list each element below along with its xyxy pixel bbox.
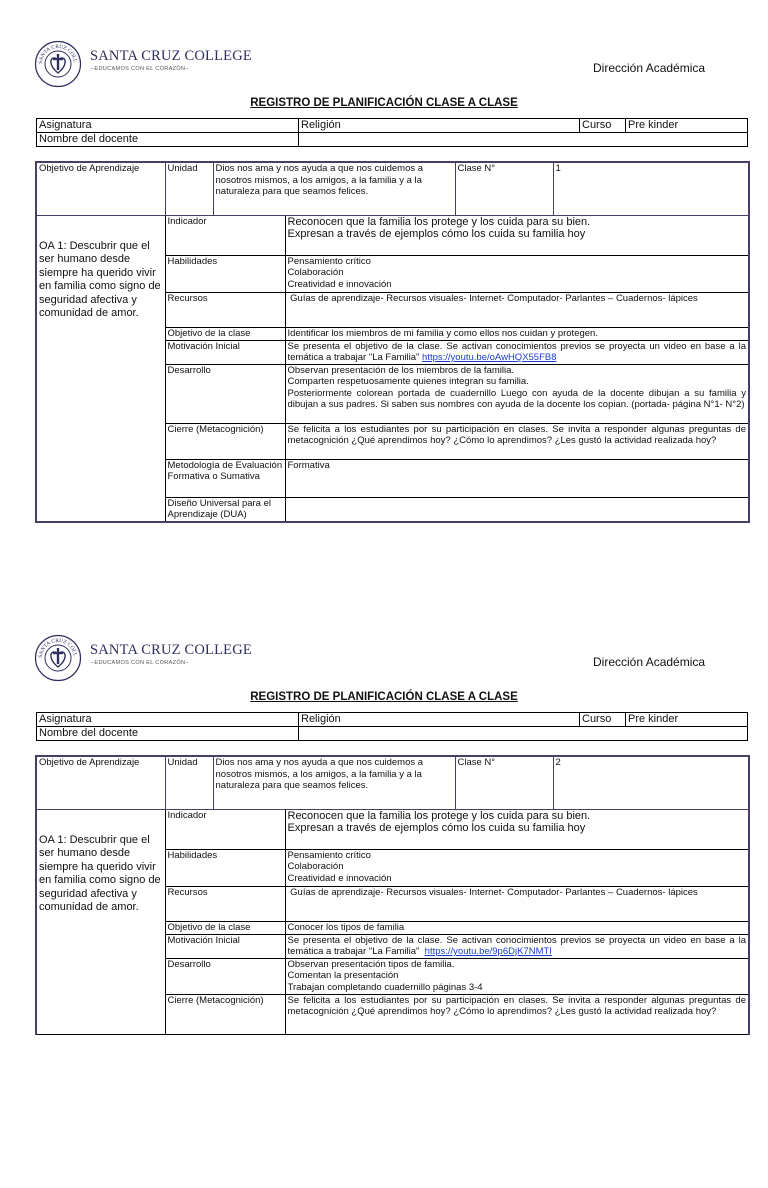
indicador-label: Indicador	[165, 215, 285, 255]
clase-n-value: 1	[553, 162, 749, 215]
motivacion-value	[285, 934, 749, 958]
dua-value	[285, 497, 749, 522]
document-title: REGISTRO DE PLANIFICACIÓN CLASE A CLASE	[250, 97, 518, 109]
desarrollo-line: Comentan la presentación	[287, 970, 399, 981]
recursos-value: Guías de aprendizaje- Recursos visuales- Internet- Computador- Parlantes – Cuadernos- lápices	[285, 886, 749, 921]
planning-table	[35, 161, 750, 523]
curso-label: Curso	[580, 119, 626, 133]
cierre-label: Cierre (Metacognición)	[165, 994, 285, 1034]
indicador-line: Expresan a través de ejemplos cómo los cuida su familia hoy	[287, 228, 586, 240]
recursos-label: Recursos	[165, 886, 285, 921]
unidad-label: Unidad	[165, 162, 213, 215]
college-tagline: –EDUCAMOS CON EL CORAZÓN–	[91, 660, 189, 666]
docente-label: Nombre del docente	[37, 727, 299, 741]
habilidad-item: Pensamiento crítico	[287, 255, 371, 267]
video-link[interactable]: https://youtu.be/9p6DjK7NMTI	[424, 946, 552, 957]
cierre-value: Se felicita a los estudiantes por su participación en clases. Se invita a responder algunas preguntas de metacognición ¿Qué aprendimos hoy? ¿Cómo lo aprendimos? ¿Les gustó la actividad realizada hoy?	[285, 423, 749, 459]
desarrollo-line: Observan presentación tipos de familia.	[287, 958, 455, 970]
desarrollo-label: Desarrollo	[165, 958, 285, 994]
desarrollo-line: Observan presentación de los miembros de la familia.	[287, 364, 515, 376]
habilidades-label: Habilidades	[165, 255, 285, 292]
clase-n-label: Clase N°	[455, 756, 553, 809]
indicador-line: Reconocen que la familia los protege y los cuida para su bien.	[287, 215, 591, 228]
cierre-label: Cierre (Metacognición)	[165, 423, 285, 459]
college-tagline: –EDUCAMOS CON EL CORAZÓN–	[91, 66, 189, 72]
objetivo-label: Objetivo de Aprendizaje	[36, 162, 165, 215]
objetivo-clase-value: Identificar los miembros de mi familia y como ellos nos cuidan y protegen.	[285, 327, 749, 340]
docente-value	[299, 727, 748, 741]
oa-text: OA 1: Descubrir que el ser humano desde siempre ha querido vivir en familia como signo de seguridad afectiva y comunidad de amor.	[36, 215, 165, 522]
curso-value: Pre kinder	[626, 713, 748, 727]
asignatura-value: Religión	[299, 713, 580, 727]
metodologia-value: Formativa	[285, 459, 749, 497]
desarrollo-value	[285, 364, 749, 423]
docente-label: Nombre del docente	[37, 133, 299, 147]
planning-table	[35, 755, 750, 1035]
objetivo-clase-label: Objetivo de la clase	[165, 921, 285, 934]
metodologia-label: Metodología de Evaluación Formativa o Sumativa	[165, 459, 285, 497]
college-logo	[34, 634, 252, 676]
unidad-text: Dios nos ama y nos ayuda a que nos cuidemos a nosotros mismos, a los amigos, a la familia y a la naturaleza para que seamos felices.	[213, 756, 455, 809]
docente-value	[299, 133, 748, 147]
desarrollo-line: Comparten respetuosamente quienes integran su familia.	[287, 376, 529, 387]
motivacion-value	[285, 340, 749, 364]
desarrollo-line: Posteriormente colorean portada de cuadernillo Luego con ayuda de la docente dibujan a su familia y dibujan a sus padres. Si saben sus nombres con ayuda de la docente los copian. (portada- página N°1- N°2)	[287, 387, 746, 410]
seal-text: SANTA CRUZ COLL	[37, 43, 78, 65]
oa-text: OA 1: Descubrir que el ser humano desde siempre ha querido vivir en familia como signo de seguridad afectiva y comunidad de amor.	[36, 809, 165, 1034]
curso-value: Pre kinder	[626, 119, 748, 133]
document-title: REGISTRO DE PLANIFICACIÓN CLASE A CLASE	[250, 691, 518, 703]
cierre-value: Se felicita a los estudiantes por su participación en clases. Se invita a responder algunas preguntas de metacognición ¿Qué aprendimos hoy? ¿Cómo lo aprendimos? ¿Les gustó la actividad realizada hoy?	[285, 994, 749, 1034]
habilidad-item: Creatividad e innovación	[287, 872, 392, 884]
habilidad-item: Pensamiento crítico	[287, 849, 371, 861]
objetivo-clase-value: Conocer los tipos de familia	[285, 921, 749, 934]
clase-n-label: Clase N°	[455, 162, 553, 215]
unidad-label: Unidad	[165, 756, 213, 809]
desarrollo-line: Trabajan completando cuadernillo páginas 3-4	[287, 981, 483, 993]
planning-page-2	[0, 594, 768, 1188]
svg-text:SANTA CRUZ COLLEGE	[34, 634, 78, 658]
asignatura-label: Asignatura	[37, 119, 299, 133]
seal-text: SANTA CRUZ COLL	[37, 637, 78, 659]
direccion-academica: Dirección Académica	[593, 655, 706, 669]
habilidad-item: Creatividad e innovación	[287, 278, 392, 290]
habilidad-item: Colaboración	[287, 861, 344, 872]
college-seal-icon	[34, 634, 82, 682]
indicador-line: Expresan a través de ejemplos cómo los cuida su familia hoy	[287, 822, 586, 834]
objetivo-clase-label: Objetivo de la clase	[165, 327, 285, 340]
college-seal-icon	[34, 40, 82, 88]
indicador-line: Reconocen que la familia los protege y los cuida para su bien.	[287, 809, 591, 822]
college-name: SANTA CRUZ COLLEGE	[90, 642, 252, 658]
subject-info-table	[36, 712, 748, 741]
asignatura-value: Religión	[299, 119, 580, 133]
motivacion-label: Motivación Inicial	[165, 340, 285, 364]
direccion-academica: Dirección Académica	[593, 61, 706, 75]
habilidades-value	[285, 849, 749, 886]
dua-label: Diseño Universal para el Aprendizaje (DUA)	[165, 497, 285, 522]
curso-label: Curso	[580, 713, 626, 727]
motivacion-label: Motivación Inicial	[165, 934, 285, 958]
clase-n-value: 2	[553, 756, 749, 809]
recursos-label: Recursos	[165, 292, 285, 327]
desarrollo-value	[285, 958, 749, 994]
motivacion-text: Se presenta el objetivo de la clase. Se activan conocimientos previos se proyecta un video en base a la temática a trabajar "La Familia"	[287, 934, 749, 957]
svg-text:SANTA CRUZ COLLEGE	[34, 40, 78, 64]
recursos-value: Guías de aprendizaje- Recursos visuales- Internet- Computador- Parlantes – Cuadernos- lápices	[285, 292, 749, 327]
video-link[interactable]: https://youtu.be/oAwHQX55FB8	[422, 352, 557, 363]
indicador-value	[285, 215, 749, 255]
college-name: SANTA CRUZ COLLEGE	[90, 48, 252, 64]
objetivo-label: Objetivo de Aprendizaje	[36, 756, 165, 809]
habilidades-label: Habilidades	[165, 849, 285, 886]
indicador-label: Indicador	[165, 809, 285, 849]
habilidades-value	[285, 255, 749, 292]
motivacion-text: Se presenta el objetivo de la clase. Se activan conocimientos previos se proyecta un video en base a la temática a trabajar "La Familia"	[287, 340, 749, 363]
unidad-text: Dios nos ama y nos ayuda a que nos cuidemos a nosotros mismos, a los amigos, a la familia y a la naturaleza para que seamos felices.	[213, 162, 455, 215]
habilidad-item: Colaboración	[287, 267, 344, 278]
asignatura-label: Asignatura	[37, 713, 299, 727]
subject-info-table	[36, 118, 748, 147]
desarrollo-label: Desarrollo	[165, 364, 285, 423]
college-logo	[34, 40, 252, 82]
indicador-value	[285, 809, 749, 849]
